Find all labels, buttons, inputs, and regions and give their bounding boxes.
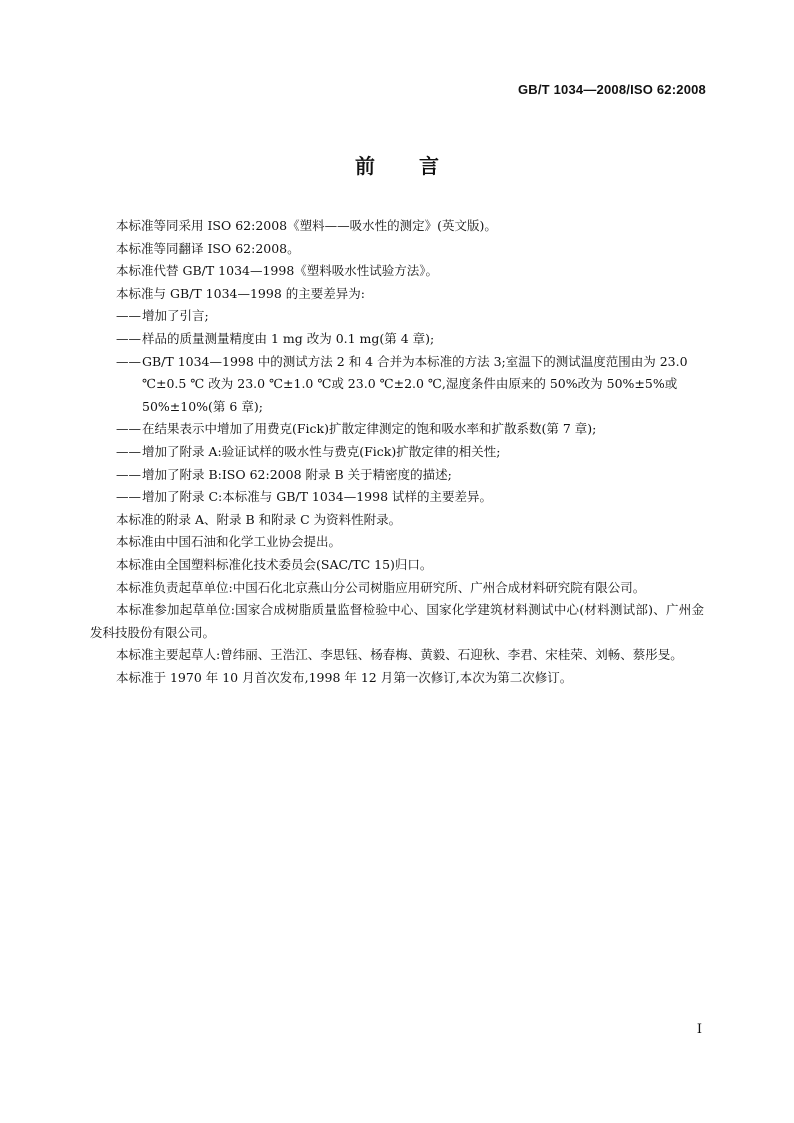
foreword-body (90, 215, 704, 689)
standard-code-header: GB/T 1034—2008/ISO 62:2008 (517, 82, 706, 97)
list-item (90, 418, 704, 441)
list-item-text: 增加了附录 A:验证试样的吸水性与费克(Fick)扩散定律的相关性; (142, 443, 501, 459)
list-item (90, 441, 704, 464)
list-dash: —— (116, 353, 141, 369)
list-item-text: 样品的质量测量精度由 1 mg 改为 0.1 mg(第 4 章); (142, 330, 435, 346)
list-item (90, 305, 704, 328)
list-dash: —— (116, 489, 141, 505)
list-item-text: GB/T 1034—1998 中的测试方法 2 和 4 合并为本标准的方法 3;室温下的测试温度范围由为 23.0 ℃±0.5 ℃ 改为 23.0 ℃±1.0 ℃或 23.0 ℃±2.0 ℃,湿度条件由原来的 50%改为 50%±5%或 50%±10%(第 6 章); (142, 353, 688, 414)
list-dash: —— (116, 466, 141, 482)
list-dash: —— (116, 308, 141, 324)
paragraph-committee: 本标准由全国塑料标准化技术委员会(SAC/TC 15)归口。 (116, 556, 433, 572)
paragraph-history: 本标准于 1970 年 10 月首次发布,1998 年 12 月第一次修订,本次为第二次修订。 (116, 669, 573, 685)
list-item-text: 增加了附录 C:本标准与 GB/T 1034—1998 试样的主要差异。 (142, 489, 493, 505)
list-item-text: 在结果表示中增加了用费克(Fick)扩散定律测定的饱和吸水率和扩散系数(第 7 章); (142, 421, 597, 437)
list-item-text: 增加了引言; (142, 308, 209, 324)
paragraph-participating-units: 本标准参加起草单位:国家合成树脂质量监督检验中心、国家化学建筑材料测试中心(材料测试部)、广州金发科技股份有限公司。 (90, 602, 704, 640)
paragraph-adoption: 本标准等同采用 ISO 62:2008《塑料——吸水性的测定》(英文版)。 (116, 218, 497, 233)
list-item (90, 328, 704, 351)
list-dash: —— (116, 443, 141, 459)
list-item (90, 486, 704, 509)
paragraph-replaces: 本标准代替 GB/T 1034—1998《塑料吸水性试验方法》。 (116, 263, 439, 279)
list-dash: —— (116, 421, 141, 437)
paragraph-differences-intro: 本标准与 GB/T 1034—1998 的主要差异为: (116, 285, 365, 301)
differences-list (90, 305, 704, 508)
paragraph-proposed-by: 本标准由中国石油和化学工业协会提出。 (116, 534, 342, 550)
list-item-text: 增加了附录 B:ISO 62:2008 附录 B 关于精密度的描述; (142, 466, 452, 482)
page-title: 前言 (355, 154, 483, 178)
list-item (90, 351, 704, 419)
list-item (90, 464, 704, 487)
paragraph-translation: 本标准等同翻译 ISO 62:2008。 (116, 240, 300, 256)
paragraph-drafting-units: 本标准负责起草单位:中国石化北京燕山分公司树脂应用研究所、广州合成材料研究院有限公司。 (116, 579, 646, 595)
paragraph-drafters: 本标准主要起草人:曾纬丽、王浩江、李思钰、杨春梅、黄毅、石迎秋、李君、宋桂荣、刘畅、蔡彤旻。 (116, 647, 683, 663)
list-dash: —— (116, 330, 141, 346)
paragraph-annexes: 本标准的附录 A、附录 B 和附录 C 为资料性附录。 (116, 511, 402, 527)
page-number: I (696, 1022, 702, 1037)
